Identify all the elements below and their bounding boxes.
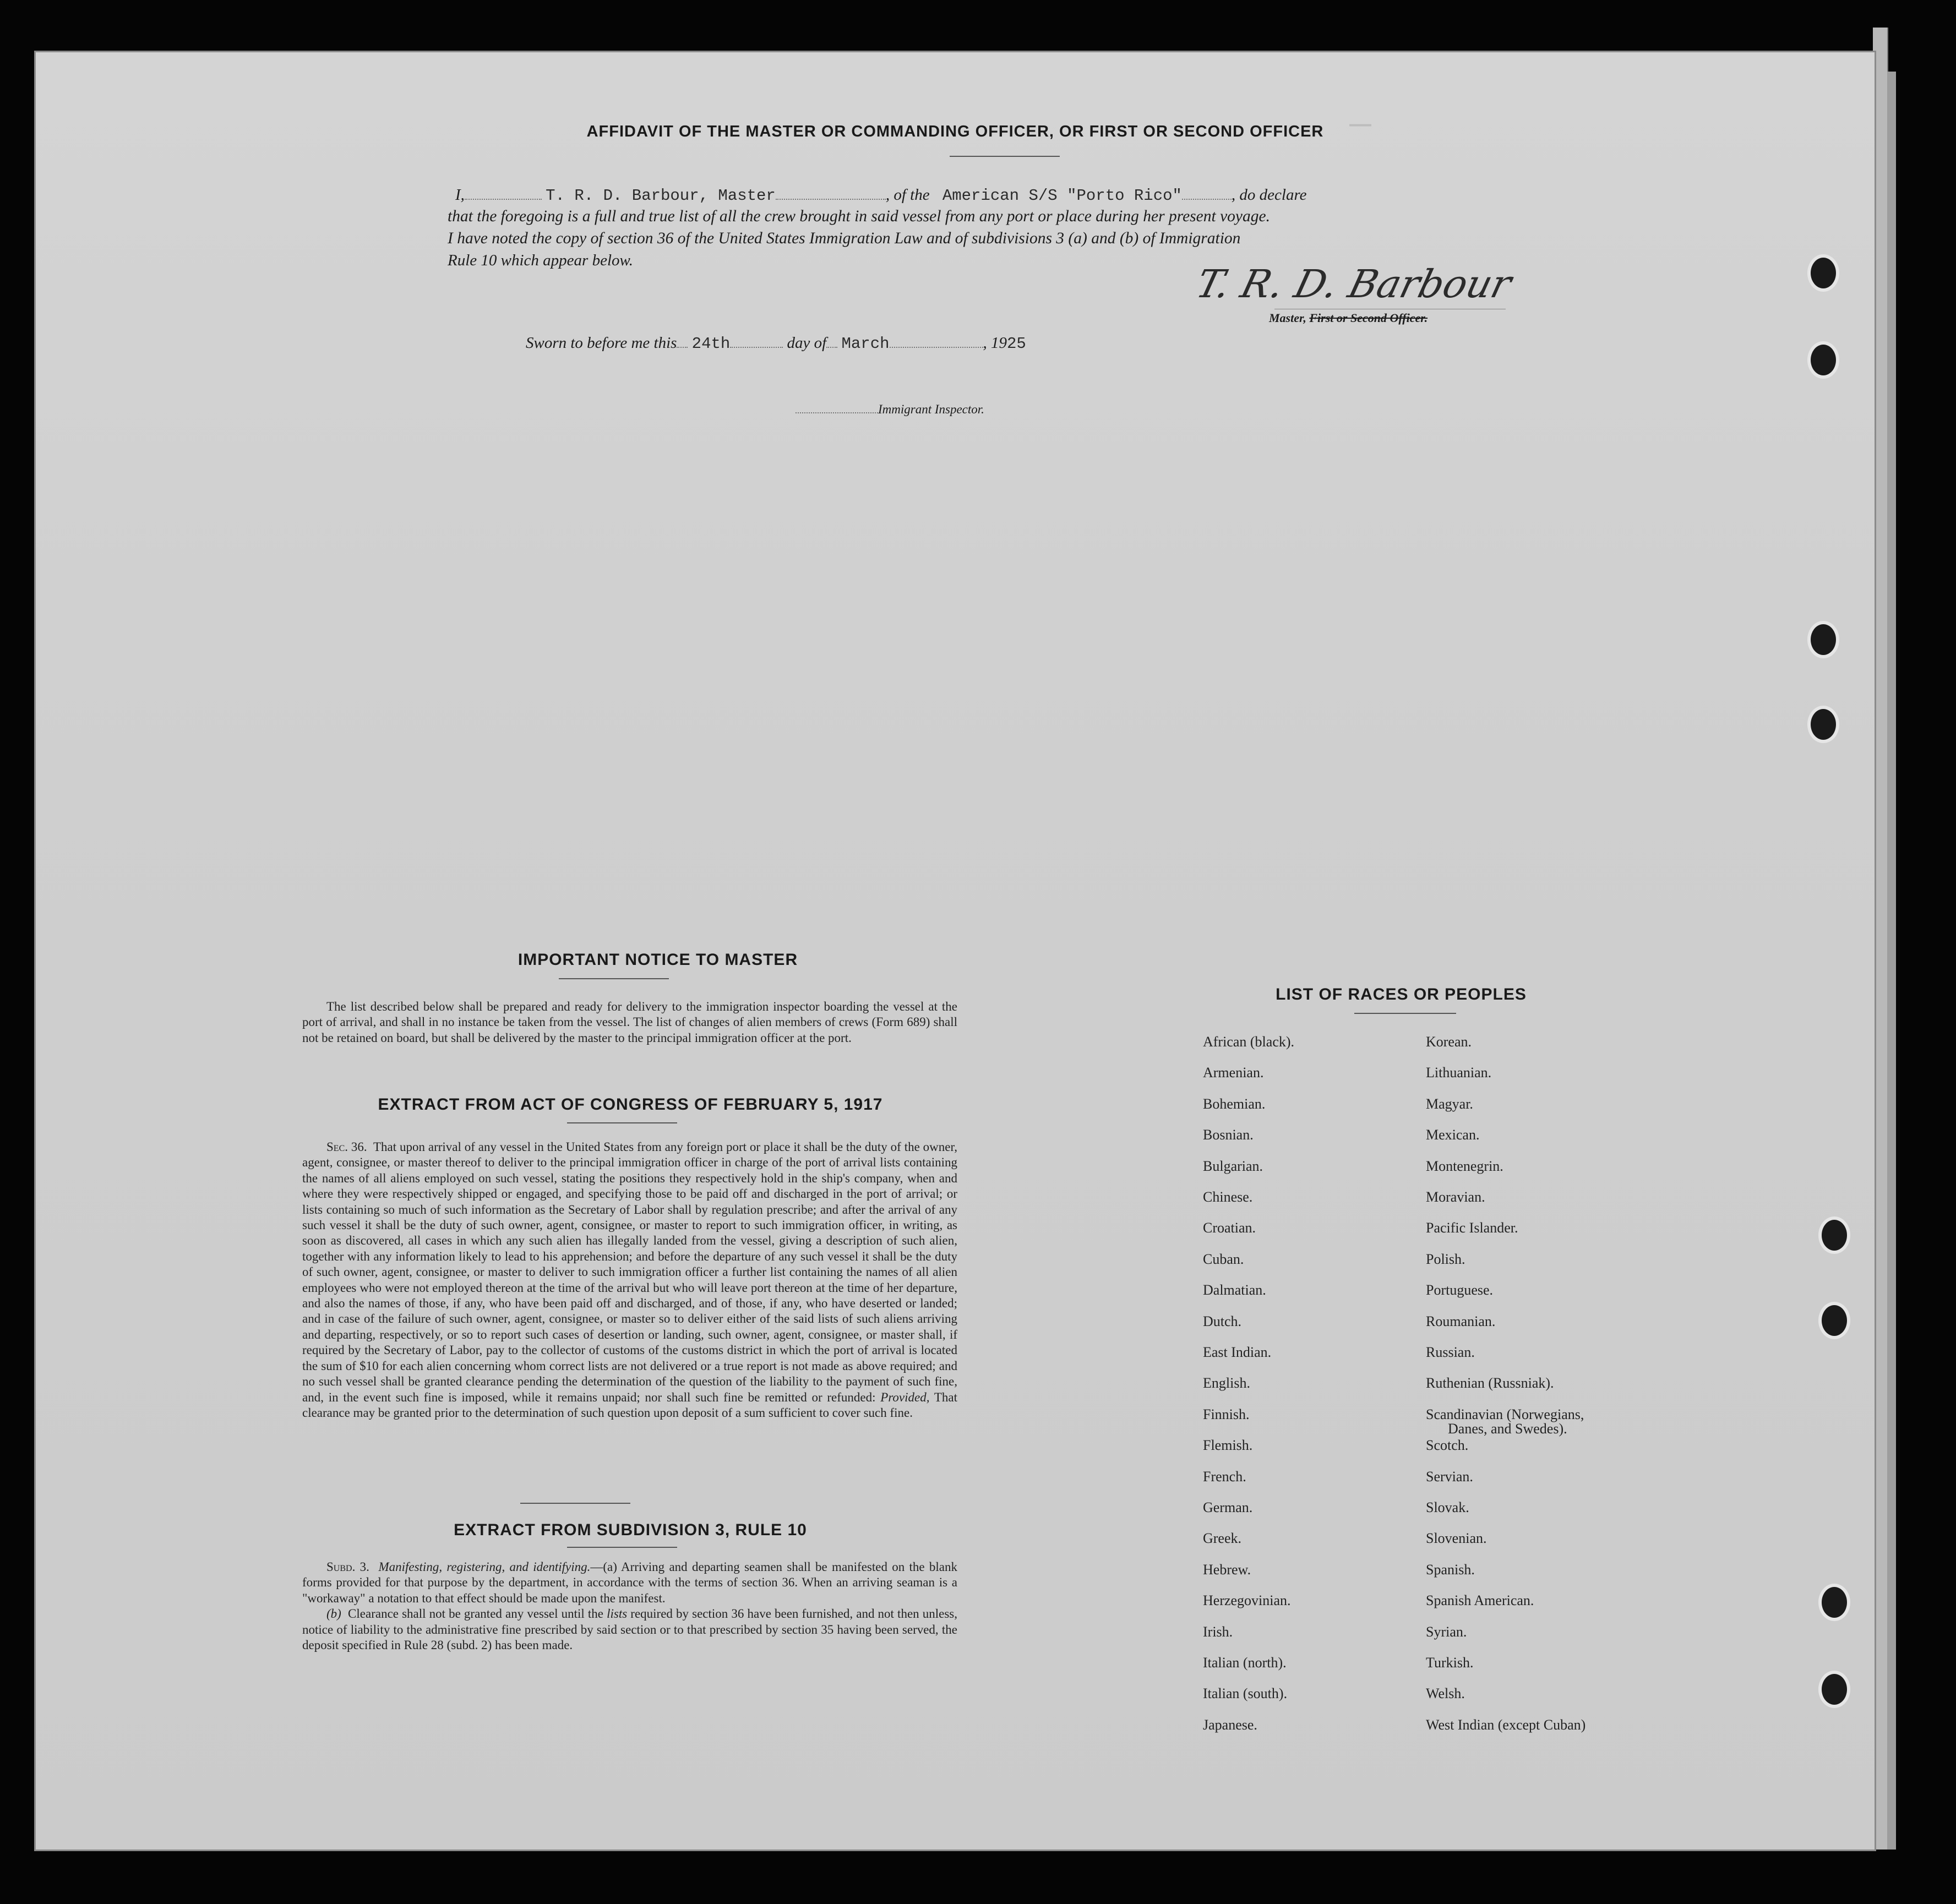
race-item: Montenegrin. bbox=[1426, 1158, 1503, 1174]
affidavit-heading: AFFIDAVIT OF THE MASTER OR COMMANDING OFFICER, OR FIRST OR SECOND OFFICER bbox=[586, 123, 1324, 140]
race-item: Italian (north). bbox=[1203, 1655, 1287, 1671]
binder-hole bbox=[1818, 1584, 1850, 1621]
race-item: Scandinavian (Norwegians, bbox=[1426, 1406, 1584, 1422]
race-item: Bosnian. bbox=[1203, 1127, 1254, 1143]
race-item: Polish. bbox=[1426, 1251, 1465, 1267]
race-item: Ruthenian (Russniak). bbox=[1426, 1375, 1554, 1392]
subd-b-text-1: Clearance shall not be granted any vessel until the bbox=[348, 1607, 603, 1621]
race-item: Bohemian. bbox=[1203, 1095, 1266, 1112]
notice-text bbox=[302, 999, 957, 1046]
sworn-month: March bbox=[841, 335, 890, 353]
inspector-caption: Immigrant Inspector. bbox=[878, 402, 984, 416]
race-item: Slovak. bbox=[1426, 1499, 1469, 1515]
signature-caption bbox=[1269, 311, 1428, 325]
race-item: Turkish. bbox=[1426, 1655, 1474, 1671]
race-item: Dalmatian. bbox=[1203, 1282, 1266, 1299]
affidavit-line-3: I have noted the copy of section 36 of the United States Immigration Law and of subdivisions 3 (a) and (b) of Immigration bbox=[448, 230, 1241, 247]
race-item: Korean. bbox=[1426, 1034, 1472, 1050]
race-item: Flemish. bbox=[1203, 1437, 1253, 1454]
notice-heading-rule bbox=[559, 978, 669, 979]
declarant-prefix: I, bbox=[455, 186, 465, 204]
rule-text bbox=[302, 1559, 957, 1653]
race-item: Pacific Islander. bbox=[1426, 1220, 1518, 1236]
signature-caption-master: Master, bbox=[1269, 311, 1306, 325]
rule-heading: EXTRACT FROM SUBDIVISION 3, RULE 10 bbox=[454, 1521, 807, 1539]
binder-hole bbox=[1818, 1302, 1850, 1339]
binder-hole bbox=[1807, 621, 1839, 658]
race-item: Portuguese. bbox=[1426, 1282, 1494, 1299]
sworn-day: 24th bbox=[691, 335, 731, 353]
act-text bbox=[302, 1139, 957, 1421]
race-item: Spanish. bbox=[1426, 1561, 1475, 1578]
race-item: Chinese. bbox=[1203, 1189, 1253, 1205]
notice-paragraph: The list described below shall be prepared and ready for delivery to the immigration inspector boarding the vessel at the port of arrival, and shall in no instance be taken from the vessel. The list of changes of alien members of crews (Form 689) shall not be retained on board, but shall be delivered by the master to the principal immigration officer at the port. bbox=[302, 1000, 957, 1045]
declare-label: , do declare bbox=[1231, 186, 1307, 204]
subd-b-lists: lists bbox=[607, 1607, 628, 1621]
master-signature: T. R. D. Barbour bbox=[1191, 261, 1516, 307]
affidavit-line-4: Rule 10 which appear below. bbox=[448, 252, 633, 269]
races-left-column bbox=[1203, 1035, 1434, 1805]
subd-3-title: Manifesting, registering, and identifying. bbox=[378, 1560, 591, 1574]
races-heading: LIST OF RACES OR PEOPLES bbox=[1276, 985, 1527, 1003]
race-item: Danes, and Swedes). bbox=[1448, 1420, 1567, 1437]
bleed-through-text: — bbox=[1346, 112, 1371, 136]
race-item: Greek. bbox=[1203, 1530, 1242, 1547]
race-item: Cuban. bbox=[1203, 1251, 1244, 1267]
race-item: African (black). bbox=[1203, 1034, 1295, 1050]
race-item: Magyar. bbox=[1426, 1095, 1473, 1112]
race-item: Russian. bbox=[1426, 1344, 1475, 1360]
race-item: French. bbox=[1203, 1468, 1246, 1485]
race-item: Armenian. bbox=[1203, 1065, 1264, 1081]
races-right-column bbox=[1426, 1035, 1767, 1805]
binder-hole bbox=[1818, 1216, 1850, 1254]
subd-3-label: Subd. 3. bbox=[326, 1560, 369, 1574]
inspector-line bbox=[796, 402, 984, 417]
race-item: Dutch. bbox=[1203, 1313, 1242, 1329]
binder-hole bbox=[1807, 341, 1839, 379]
affidavit-line-1 bbox=[455, 186, 1307, 205]
sworn-prefix: Sworn to before me this bbox=[526, 334, 677, 352]
page-edge-shadow bbox=[1887, 72, 1896, 1850]
race-item: Servian. bbox=[1426, 1468, 1473, 1485]
race-item: Hebrew. bbox=[1203, 1561, 1251, 1578]
subd-b-label: (b) bbox=[326, 1607, 341, 1621]
race-item: Croatian. bbox=[1203, 1220, 1256, 1236]
declarant-name: T. R. D. Barbour, Master bbox=[546, 187, 776, 205]
subd-a-label: —(a) bbox=[590, 1560, 617, 1574]
race-item: Scotch. bbox=[1426, 1437, 1469, 1454]
race-item: Japanese. bbox=[1203, 1716, 1257, 1733]
document-page bbox=[34, 51, 1876, 1851]
race-item: English. bbox=[1203, 1375, 1250, 1392]
act-end-rule bbox=[520, 1503, 630, 1504]
race-item: Herzegovinian. bbox=[1203, 1592, 1291, 1609]
race-item: Finnish. bbox=[1203, 1406, 1250, 1422]
binder-hole bbox=[1807, 254, 1839, 292]
race-item: Spanish American. bbox=[1426, 1592, 1534, 1609]
sec-36-label: Sec. 36. bbox=[326, 1140, 367, 1154]
of-the-label: , of the bbox=[885, 186, 930, 204]
signature-caption-struck: First or Second Officer. bbox=[1309, 311, 1428, 325]
race-item: Italian (south). bbox=[1203, 1685, 1288, 1702]
race-item: Syrian. bbox=[1426, 1623, 1467, 1640]
race-item: Mexican. bbox=[1426, 1127, 1480, 1143]
act-heading-rule bbox=[567, 1122, 677, 1123]
race-item: East Indian. bbox=[1203, 1344, 1272, 1360]
subd-a-text: Arriving and departing seamen shall be manifested on the blank forms provided for that purpose by the department, in accordance with the terms of section 36. When an arriving seaman is a "workaway" a notation to that effect should be made upon the manifest. bbox=[302, 1560, 958, 1605]
race-item: Slovenian. bbox=[1426, 1530, 1487, 1547]
rule-heading-rule bbox=[567, 1547, 677, 1548]
affidavit-heading-rule bbox=[950, 156, 1060, 157]
race-item: Bulgarian. bbox=[1203, 1158, 1263, 1174]
sec-36-end: That clearance may be granted prior to the determination of such question upon deposit of a sum sufficient to cover such fine. bbox=[302, 1390, 957, 1420]
race-item: West Indian (except Cuban) bbox=[1426, 1716, 1586, 1733]
binder-hole bbox=[1818, 1671, 1850, 1708]
races-heading-rule bbox=[1354, 1013, 1456, 1014]
race-item: German. bbox=[1203, 1499, 1253, 1515]
act-heading: EXTRACT FROM ACT OF CONGRESS OF FEBRUARY 5, 1917 bbox=[378, 1095, 883, 1114]
race-item: Irish. bbox=[1203, 1623, 1233, 1640]
sworn-year: 25 bbox=[1007, 335, 1026, 353]
notice-heading: IMPORTANT NOTICE TO MASTER bbox=[517, 951, 798, 969]
binder-hole bbox=[1807, 706, 1839, 743]
race-item: Lithuanian. bbox=[1426, 1065, 1492, 1081]
sworn-line bbox=[526, 334, 1026, 353]
year-prefix: , 19 bbox=[983, 334, 1007, 352]
day-of-label: day of bbox=[787, 334, 827, 352]
subd-b-text-2: required by section 36 have been furnished, and not then unless, notice of liability to the administrative fine prescribed by said section or to that prescribed by section 35 having been served, the deposit specified in Rule 28 (subd. 2) has been made. bbox=[302, 1607, 958, 1652]
provided-label: Provided, bbox=[880, 1390, 930, 1404]
race-item: Welsh. bbox=[1426, 1685, 1465, 1702]
race-item: Roumanian. bbox=[1426, 1313, 1496, 1329]
race-item: Moravian. bbox=[1426, 1189, 1485, 1205]
affidavit-line-2: that the foregoing is a full and true list of all the crew brought in said vessel from any port or place during her present voyage. bbox=[448, 208, 1270, 225]
sec-36-body: That upon arrival of any vessel in the United States from any foreign port or place it shall be the duty of the owner, agent, consignee, or master thereof to deliver to the principal immigration officer in charge of the port of arrival lists containing the names of all aliens employed on such vessel, stating the positions they respectively hold in the ship's company, when and where they were respectively shipped or engaged, and specifying those to be paid off and discharged in the port of arrival; or lists containing so much of such information as the Secretary of Labor shall by regulation prescribe; and after the arrival of any such vessel it shall be the duty of such owner, agent, consignee, or master to report to such immigration officer, in writing, as soon as discovered, all cases in which any such alien has illegally landed from the vessel, giving a description of such alien, together with any information likely to lead to his apprehension; and before the departure of any such vessel it shall be the duty of such owner, agent, consignee, or master to deliver to such immigration officer a further list containing the names of all alien employees who were not employed thereon at the time of the arrival but who will leave port thereon at the time of her departure, and also the names of those, if any, who have been paid off and discharged, and of those, if any, who have deserted or landed; and in case of the failure of such owner, agent, consignee, or master so to deliver either of the said lists of such aliens arriving and departing, respectively, or so to report such cases of desertion or landing, such owner, agent, consignee, or master shall, if required by the Secretary of Labor, pay to the collector of customs of the customs district in which the port of arrival is located the sum of $10 for each alien concerning whom correct lists are not delivered or a true report is not made as above required; and no such vessel shall be granted clearance pending the determination of the question of the liability to the payment of such fine, and, in the event such fine is imposed, while it remains unpaid; nor shall such fine be remitted or refunded: bbox=[302, 1140, 957, 1404]
vessel-name: American S/S "Porto Rico" bbox=[942, 187, 1182, 205]
